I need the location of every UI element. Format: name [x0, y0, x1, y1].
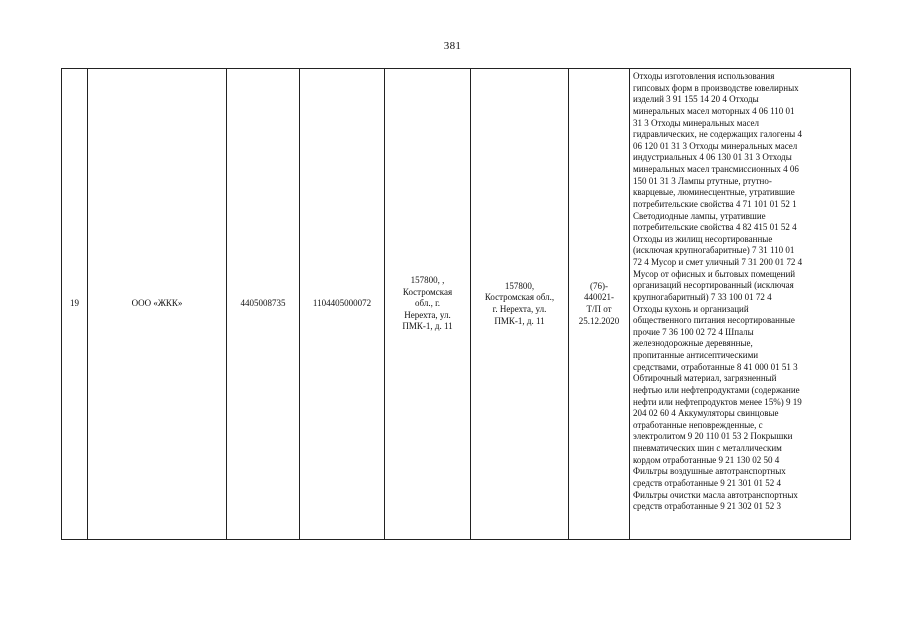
registry-table: [61, 68, 851, 540]
actual-address-line: Костромская обл.,: [484, 292, 555, 303]
waste-line: кварцевые, люминесцентные, утратившие: [633, 187, 795, 198]
actual-address-line: ПМК-1, д. 11: [494, 315, 545, 326]
legal-address-line: ПМК-1, д. 11: [402, 321, 453, 332]
document-cell: [569, 69, 630, 540]
waste-line: Отходы из жилищ несортированные: [633, 233, 773, 244]
waste-line: Фильтры воздушные автотранспортных: [633, 466, 786, 477]
legal-address-line: обл., г.: [414, 298, 441, 309]
waste-line: Отходы кухонь и организаций: [633, 303, 749, 314]
waste-line: нефтью или нефтепродуктами (содержание: [633, 384, 800, 395]
inn-cell: 4405008735: [227, 69, 300, 540]
waste-line: гипсовых форм в производстве ювелирных: [633, 82, 799, 93]
actual-address-line: г. Нерехта, ул.: [492, 304, 547, 314]
waste-line: Обтирочный материал, загрязненный: [633, 373, 777, 384]
organization-name-cell: ООО «ЖКК»: [88, 69, 227, 540]
row-number-cell: 19: [62, 69, 88, 540]
waste-line: прочие 7 36 100 02 72 4 Шпалы: [633, 326, 754, 337]
waste-line: Отходы изготовления использования: [633, 71, 775, 81]
table-row: [62, 69, 851, 540]
waste-line: индустриальных 4 06 130 01 31 3 Отходы: [633, 152, 792, 163]
waste-line: 06 120 01 31 3 Отходы минеральных масел: [633, 140, 798, 151]
waste-list-cell: [630, 69, 851, 540]
waste-line: нефти или нефтепродуктов менее 15%) 9 19: [633, 396, 802, 407]
waste-line: изделий 3 91 155 14 20 4 Отходы: [633, 94, 759, 105]
waste-line: Мусор от офисных и бытовых помещений: [633, 268, 796, 279]
waste-line: кордом отработанные 9 21 130 02 50 4: [633, 454, 780, 465]
waste-line: гидравлических, не содержащих галогены 4: [633, 129, 802, 140]
waste-line: пневматических шин с металлическим: [633, 443, 782, 453]
document-line: Т/П от: [586, 304, 612, 314]
waste-line: средств отработанные 9 21 302 01 52 3: [633, 501, 781, 512]
document-line: (76)-: [590, 280, 608, 291]
waste-line: общественного питания несортированные: [633, 315, 795, 326]
waste-line: пропитанные антисептическими: [633, 350, 759, 360]
actual-address-cell: [471, 69, 569, 540]
legal-address-line: Нерехта, ул.: [404, 309, 451, 320]
ogrn-cell: 1104405000072: [300, 69, 385, 540]
waste-line: железнодорожные деревянные,: [633, 338, 753, 349]
waste-line: (исключая крупногабаритные) 7 31 110 01: [633, 245, 795, 256]
waste-line: 72 4 Мусор и смет уличный 7 31 200 01 72 4: [633, 257, 803, 267]
waste-line: минеральных масел трансмиссионных 4 06: [633, 164, 799, 174]
waste-line: крупногабаритный) 7 33 100 01 72 4: [633, 291, 772, 302]
waste-line: потребительские свойства 4 71 101 01 52 1: [633, 198, 797, 209]
waste-line: 150 01 31 3 Лампы ртутные, ртутно-: [633, 175, 772, 186]
waste-line: средств отработанные 9 21 301 01 52 4: [633, 477, 781, 488]
waste-line: 204 02 60 4 Аккумуляторы свинцовые: [633, 408, 779, 419]
waste-line: Фильтры очистки масла автотранспортных: [633, 489, 798, 500]
waste-line: средствами, отработанные 8 41 000 01 51 3: [633, 361, 798, 372]
waste-line: организаций несортированный (исключая: [633, 280, 794, 291]
legal-address-line: 157800, ,: [410, 275, 445, 286]
document-line: 440021-: [584, 292, 614, 303]
waste-line: электролитом 9 20 110 01 53 2 Покрышки: [633, 431, 793, 442]
waste-line: потребительские свойства 4 82 415 01 52 4: [633, 222, 797, 233]
legal-address-line: Костромская: [402, 286, 453, 297]
waste-line: минеральных масел моторных 4 06 110 01: [633, 105, 795, 116]
page-number: 381: [443, 40, 462, 52]
document-line: 25.12.2020: [578, 315, 620, 326]
waste-line: Светодиодные лампы, утратившие: [633, 210, 766, 221]
waste-line: 31 3 Отходы минеральных масел: [633, 117, 760, 128]
waste-line: отработанные неповрежденные, с: [633, 419, 763, 430]
legal-address-cell: [385, 69, 471, 540]
actual-address-line: 157800,: [504, 280, 535, 291]
